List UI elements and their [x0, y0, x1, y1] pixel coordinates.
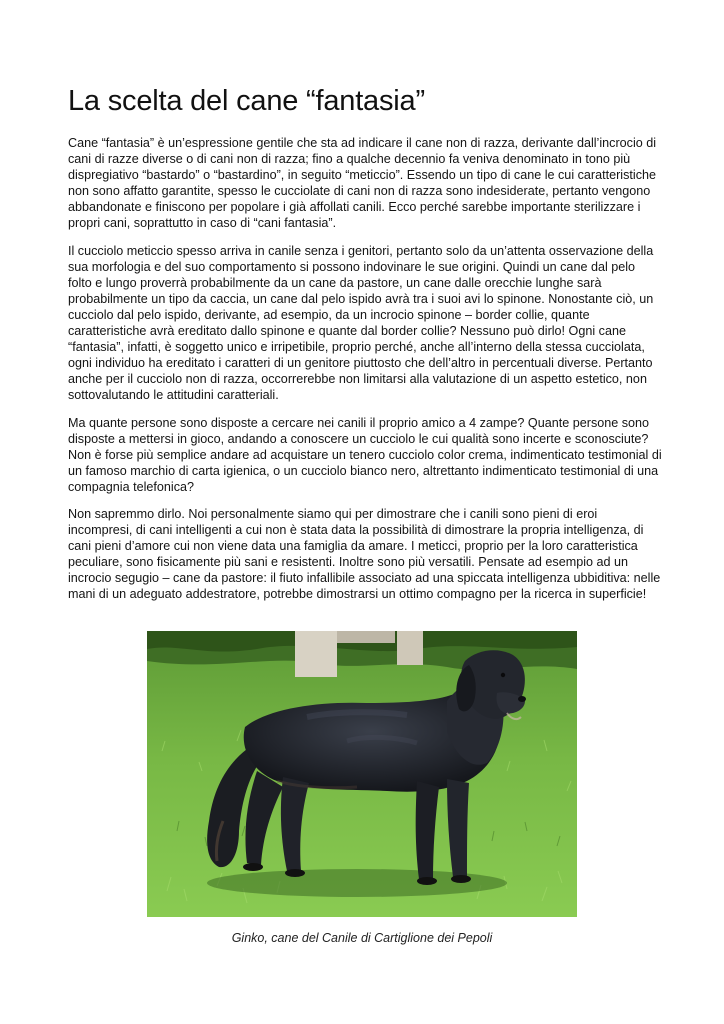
article-body	[68, 135, 662, 614]
paragraph-1: Cane “fantasia” è un’espressione gentile che sta ad indicare il cane non di razza, derivante dall’incrocio di cani di razze diverse o di cani non di razza; fino a qualche decennio fa veniva denominato in tono più dispregiativo “bastardo” o “bastardino”, in seguito “meticcio”. Essendo un tipo di cane le cui caratteristiche non sono affatto garantite, spesso le cucciolate di cani non di razza sono indesiderate, pertanto vengono abbandonate e finiscono per popolare i già affollati canili. Ecco perché sarebbe importante sterilizzare i propri cani, soprattutto in caso di “cani fantasia”.	[68, 136, 657, 231]
paragraph-4: Non sapremmo dirlo. Noi personalmente siamo qui per dimostrare che i canili sono pieni di eroi incompresi, di cani intelligenti a cui non è stata data la possibilità di dimostrare la propria intelligenza, di cani pieni d’amore cui non viene data una famiglia da amare. I meticci, proprio per la loro caratteristica peculiare, sono fisicamente più sani e resistenti. Inoltre sono più versatili. Pensate ad esempio ad un incrocio segugio – cane da pastore: il fiuto infallibile associato ad una spiccata intelligenza ubbiditiva: nelle mani di un adeguato addestratore, potrebbe dimostrarsi un ottimo compagno per la ricerca in superficie!	[68, 506, 661, 602]
dog-photo	[147, 631, 577, 917]
document-title: La scelta del cane “fantasia”	[68, 85, 425, 117]
paragraph-3: Ma quante persone sono disposte a cercare nei canili il proprio amico a 4 zampe? Quante persone sono disposte a mettersi in gioco, andando a conoscere un cucciolo le cui qualità sono incerte e sconosciute? Non è forse più semplice andare ad acquistare un tenero cucciolo color crema, indimenticato testimonial di un famoso marchio di carta igienica, o un cucciolo bianco nero, altrettanto indimenticato testimonial di una compagnia telefonica?	[68, 415, 662, 494]
paragraph-2: Il cucciolo meticcio spesso arriva in canile senza i genitori, pertanto solo da un’attenta osservazione della sua morfologia e del suo comportamento si possono indovinare le sue origini. Quindi un cane dal pelo folto e lungo proverrà probabilmente da un cane da pastore, un cane dalle orecchie lunghe sarà probabilmente un tipo da caccia, un cane dal pelo ispido avrà tra i suoi avi lo spinone. Nonostante ciò, un cucciolo dal pelo ispido, derivante, ad esempio, da un incrocio spinone – border collie, quante caratteristiche avrà ereditato dallo spinone e quante dal border collie? Nessuno può dirlo! Ogni cane “fantasia”, infatti, è soggetto unico e irripetibile, proprio perché, anche all’interno della stessa cucciolata, ogni individuo ha ereditato i caratteri di un genitore piuttosto che dell’altro in percentuali diverse. Pertanto anche per il cucciolo non di razza, occorrerebbe non limitarsi alla valutazione di un aspetto estetico, non sottovalutando le attitudini caratteriali.	[68, 243, 654, 403]
figure-caption: Ginko, cane del Canile di Cartiglione dei Pepoli	[231, 931, 493, 945]
